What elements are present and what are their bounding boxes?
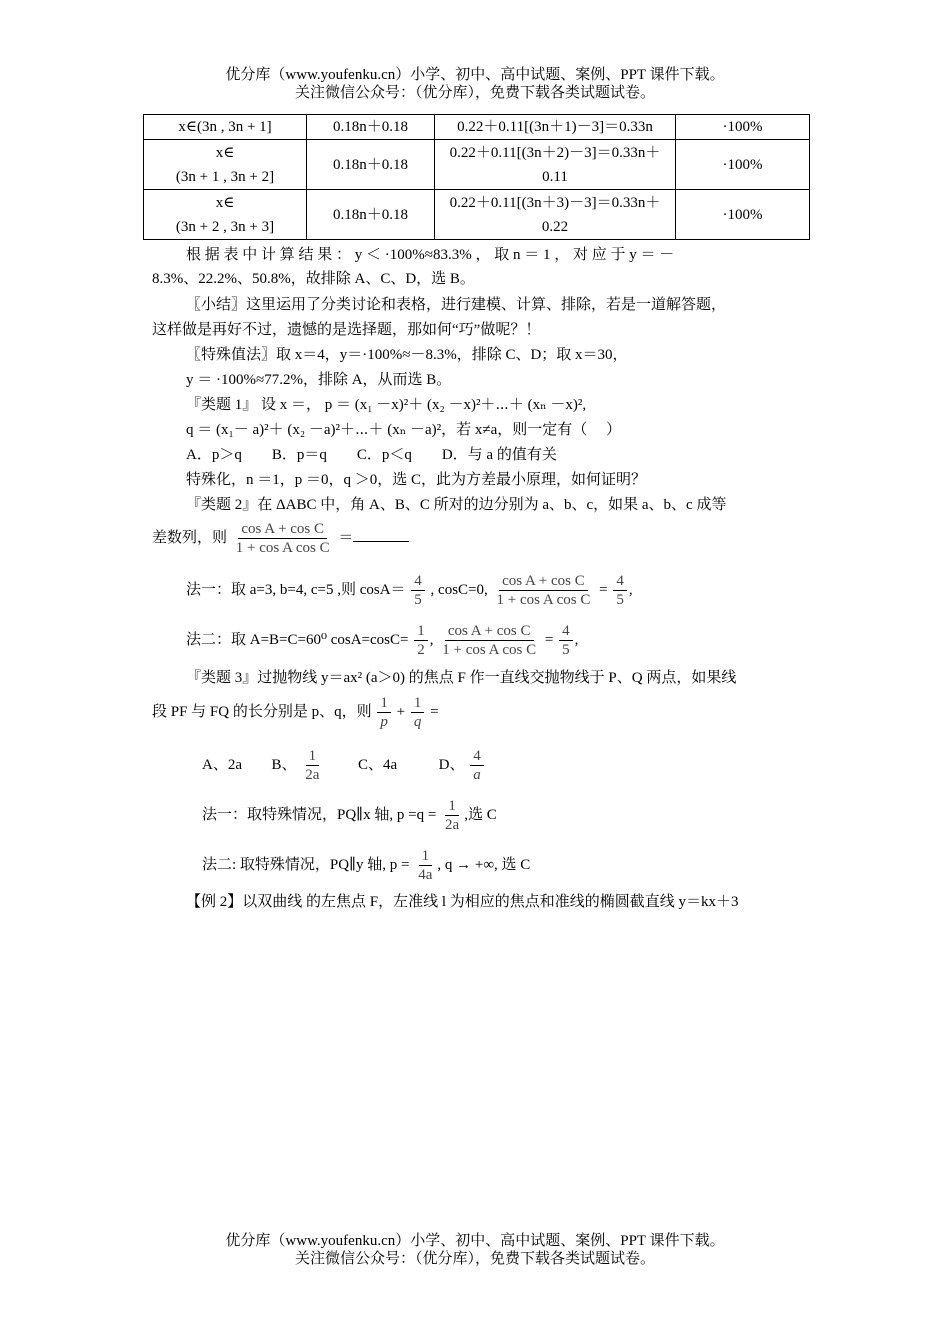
fraction-denominator: 2a bbox=[305, 767, 320, 784]
cos-fraction bbox=[439, 622, 539, 659]
header-line-1: 优分库（www.youfenku.cn）小学、初中、高中试题、案例、PPT 课件下载。 bbox=[225, 67, 725, 83]
solution2-end: , q → +∞, 选 C bbox=[437, 857, 531, 873]
method2-text: 法二：取 A=B=C=60⁰ cosA=cosC= bbox=[186, 632, 409, 648]
fraction-4-a bbox=[470, 747, 484, 784]
fraction-denominator: q bbox=[413, 714, 422, 731]
problem1-line-2: q ＝ (x₁－ a)²＋ (x₂ －a)²＋⋯＋ (xₙ －a)²，若 x≠a，则一定有（ ） bbox=[186, 422, 622, 438]
fraction-1-p bbox=[377, 694, 391, 731]
problem3-options bbox=[202, 745, 486, 785]
equals-sign: = bbox=[430, 704, 439, 720]
solution2-text: 法二: 取特殊情况，PQ∥y 轴, p = bbox=[202, 857, 410, 873]
fraction-numerator: 1 bbox=[377, 694, 391, 713]
solution1-end: ,选 C bbox=[464, 807, 497, 823]
fraction-denominator: 1 + cos A cos C bbox=[496, 592, 591, 609]
table-cell: 0.18n＋0.18 bbox=[307, 140, 435, 190]
fraction-4-5 bbox=[613, 572, 627, 609]
fraction-numerator: 1 bbox=[411, 694, 425, 713]
plus-sign: + bbox=[396, 704, 406, 720]
method2-sep: , bbox=[429, 632, 434, 648]
table-row bbox=[144, 140, 810, 190]
fraction-numerator: 1 bbox=[306, 747, 320, 766]
fraction-4-5 bbox=[411, 572, 425, 609]
equals-sign: ＝ bbox=[338, 530, 354, 546]
special-value-line-1: 〖特殊值法〗取 x＝4，y＝·100%≈－8.3%，排除 C、D；取 x＝30， bbox=[186, 347, 628, 363]
summary-line-1: 〖小结〗这里运用了分类讨论和表格，进行建模、计算、排除，若是一道解答题， bbox=[186, 297, 727, 313]
problem2-line-2 bbox=[152, 518, 409, 558]
fraction-4-5 bbox=[559, 622, 573, 659]
cos-fraction bbox=[494, 572, 594, 609]
equals-sign: = bbox=[599, 582, 608, 598]
fraction-numerator: 4 bbox=[470, 747, 484, 766]
fraction-1-2 bbox=[414, 622, 428, 659]
table-cell: 0.22＋0.11[(3n＋1)－3]＝0.33n bbox=[435, 115, 676, 140]
table-cell bbox=[435, 140, 676, 190]
fraction-1-2a bbox=[442, 797, 462, 834]
method1-text: 法一：取 a=3, b=4, c=5 ,则 cosA＝ bbox=[186, 582, 406, 598]
table-cell bbox=[435, 190, 676, 240]
cos-fraction bbox=[233, 520, 333, 557]
table-cell: 0.18n＋0.18 bbox=[307, 190, 435, 240]
fraction-1-2a bbox=[302, 747, 322, 784]
table-row bbox=[144, 190, 810, 240]
solution2-line bbox=[202, 845, 530, 885]
page-footer bbox=[0, 1232, 950, 1268]
table-cell bbox=[144, 140, 307, 190]
fraction-1-q bbox=[411, 694, 425, 731]
fraction-denominator: 5 bbox=[562, 642, 570, 659]
fraction-numerator: cos A + cos C bbox=[238, 520, 327, 539]
problem3-line-2 bbox=[152, 692, 439, 732]
footer-line-2: 关注微信公众号：（优分库），免费下载各类试题试卷。 bbox=[294, 1251, 655, 1267]
cell-line: 0.22 bbox=[541, 218, 569, 235]
calculation-table bbox=[143, 114, 810, 240]
option-b: B、 bbox=[271, 757, 297, 773]
cell-line: 0.22＋0.11[(3n＋2)－3]＝0.33n＋ bbox=[449, 144, 661, 161]
page-header bbox=[0, 66, 950, 102]
fraction-numerator: 1 bbox=[414, 622, 428, 641]
problem1-options: A．p＞q B．p＝q C．p＜q D．与 a 的值有关 bbox=[186, 447, 557, 463]
table-cell: x∈(3n , 3n + 1] bbox=[144, 115, 307, 140]
problem2-line-1: 『类题 2』在 ΔABC 中，角 A、B、C 所对的边分别为 a、b、c，如果 a、b、c 成等 bbox=[186, 497, 727, 513]
method1-end: , bbox=[628, 582, 633, 598]
option-a: A、2a bbox=[202, 757, 242, 773]
table-cell: 0.18n＋0.18 bbox=[307, 115, 435, 140]
cell-line: 0.22＋0.11[(3n＋3)－3]＝0.33n＋ bbox=[449, 194, 661, 211]
example2-line: 【例 2】以双曲线 的左焦点 F，左准线 l 为相应的焦点和准线的椭圆截直线 y＝kx＋3 bbox=[186, 894, 739, 910]
cell-line: x∈ bbox=[215, 144, 235, 161]
table-cell: ·100% bbox=[676, 115, 810, 140]
method2-end: , bbox=[574, 632, 579, 648]
option-d: D、 bbox=[438, 757, 465, 773]
method1-mid: , cosC=0, bbox=[430, 582, 488, 598]
table-cell: ·100% bbox=[676, 190, 810, 240]
solution1-line bbox=[202, 795, 497, 835]
fraction-numerator: 4 bbox=[559, 622, 573, 641]
fraction-denominator: 2 bbox=[417, 642, 425, 659]
fraction-denominator: 2a bbox=[445, 817, 460, 834]
cell-line: x∈ bbox=[215, 194, 235, 211]
method1-line bbox=[186, 570, 633, 610]
header-line-2: 关注微信公众号：（优分库），免费下载各类试题试卷。 bbox=[294, 85, 655, 101]
fraction-denominator: p bbox=[380, 714, 388, 731]
cell-line: (3n + 1 , 3n + 2] bbox=[175, 168, 275, 185]
method2-line bbox=[186, 620, 578, 660]
fraction-numerator: cos A + cos C bbox=[445, 622, 534, 641]
fraction-1-4a bbox=[415, 847, 435, 884]
fraction-numerator: cos A + cos C bbox=[499, 572, 588, 591]
fraction-denominator: 5 bbox=[414, 592, 422, 609]
fraction-numerator: 1 bbox=[419, 847, 433, 866]
problem3-line-1: 『类题 3』过抛物线 y＝ax² (a＞0) 的焦点 F 作一直线交抛物线于 P、Q 两点，如果线 bbox=[186, 670, 737, 686]
summary-line-2: 这样做是再好不过，遗憾的是选择题，那如何“巧”做呢？！ bbox=[152, 322, 541, 338]
result-line-1: 根 据 表 中 计 算 结 果 ： y ＜ ·100%≈83.3% ， 取 n ＝ 1 ， 对 应 于 y ＝ － bbox=[186, 247, 675, 263]
problem3-text: 段 PF 与 FQ 的长分别是 p、q，则 bbox=[152, 704, 372, 720]
fraction-denominator: 1 + cos A cos C bbox=[442, 642, 537, 659]
problem1-line-1: 『类题 1』 设 x ＝， p ＝ (x₁ －x)²＋ (x₂ －x)²＋⋯＋ (xₙ －x)², bbox=[186, 397, 587, 413]
fraction-numerator: 4 bbox=[613, 572, 627, 591]
fraction-denominator: 1 + cos A cos C bbox=[235, 540, 330, 557]
equals-sign: = bbox=[544, 632, 554, 648]
cell-line: (3n + 2 , 3n + 3] bbox=[175, 218, 275, 235]
fraction-numerator: 1 bbox=[445, 797, 459, 816]
footer-line-1: 优分库（www.youfenku.cn）小学、初中、高中试题、案例、PPT 课件下载。 bbox=[225, 1233, 725, 1249]
special-value-line-2: y ＝ ·100%≈77.2%，排除 A，从而选 B。 bbox=[186, 372, 452, 388]
cell-line: 0.11 bbox=[542, 168, 568, 185]
table-row bbox=[144, 115, 810, 140]
problem2-text: 差数列，则 bbox=[152, 530, 228, 546]
table-cell bbox=[144, 190, 307, 240]
fraction-denominator: a bbox=[473, 767, 481, 784]
option-c: C、4a bbox=[357, 757, 398, 773]
problem1-note: 特殊化，n ＝1，p ＝0，q ＞0，选 C，此为方差最小原理，如何证明？ bbox=[186, 472, 647, 488]
fraction-numerator: 4 bbox=[411, 572, 425, 591]
table-cell: ·100% bbox=[676, 140, 810, 190]
fraction-denominator: 5 bbox=[616, 592, 624, 609]
solution1-text: 法一：取特殊情况，PQ∥x 轴, p =q = bbox=[202, 807, 437, 823]
fraction-denominator: 4a bbox=[418, 867, 433, 884]
answer-blank bbox=[353, 529, 409, 542]
result-line-2: 8.3%、22.2%、50.8%，故排除 A、C、D，选 B。 bbox=[152, 271, 475, 287]
